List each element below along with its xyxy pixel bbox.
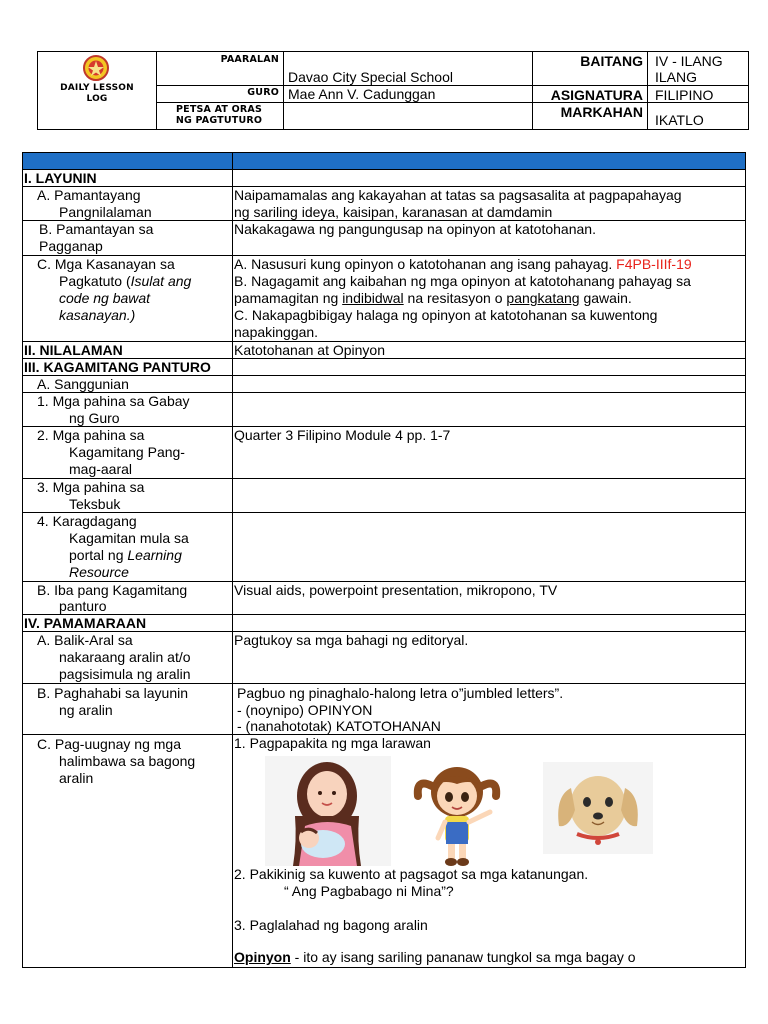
paguugnay-step3: 3. Paglalahad ng bagong aralin <box>234 917 428 933</box>
layunin-a-label-2: Pangnilalaman <box>59 204 152 220</box>
baitang-value-line1: IV - ILANG <box>655 53 723 69</box>
item2-label-3: mag-aaral <box>69 461 133 477</box>
asignatura-value: FILIPINO <box>655 87 714 103</box>
item2-label-2: Kagamitang Pang- <box>69 444 185 460</box>
layunin-c-value-a <box>234 256 692 273</box>
markahan-label: MARKAHAN <box>560 104 643 120</box>
guro-label: GURO <box>247 87 279 98</box>
pangkatang-word: pangkatang <box>506 290 580 306</box>
mother-and-baby-illustration <box>265 756 391 866</box>
balik-aral-label-2: nakaraang aralin at/o <box>59 649 191 665</box>
item2-value: Quarter 3 Filipino Module 4 pp. 1-7 <box>234 427 451 443</box>
item4-label-3b: Learning <box>127 547 182 563</box>
lesson-plan-table <box>22 152 746 968</box>
paguugnay-step1: 1. Pagpapakita ng mga larawan <box>234 735 431 751</box>
layunin-c-value-b2 <box>234 290 632 307</box>
paguugnay-label-2: halimbawa sa bagong <box>59 753 196 769</box>
layunin-c-label-1: C. Mga Kasanayan sa <box>37 256 175 272</box>
logo-cell <box>38 52 156 129</box>
layunin-c-value-c1: C. Nakapagbibigay halaga ng opinyon at katotohanan sa kuwentong <box>234 307 658 323</box>
paguugnay-label-3: aralin <box>59 770 94 786</box>
paghahabi-value-1: Pagbuo ng pinaghalo-halong letra o”jumbled letters”. <box>237 685 564 701</box>
layunin-b-value: Nakakagawa ng pangungusap na opinyon at katotohanan. <box>234 221 596 237</box>
balik-aral-value: Pagtukoy sa mga bahagi ng editoryal. <box>234 632 469 648</box>
paguugnay-label-1: C. Pag-uugnay ng mga <box>37 736 181 752</box>
opinyon-term: Opinyon <box>234 949 291 965</box>
layunin-b-label-2: Pagganap <box>39 238 103 254</box>
item4-label-4: Resource <box>69 564 129 580</box>
paguugnay-step2: 2. Pakikinig sa kuwento at pagsagot sa mga katanungan. <box>234 866 589 882</box>
layunin-a-value-2: ng sariling ideya, kaisipan, karanasan at damdamin <box>234 204 553 220</box>
school-seal-icon <box>83 55 109 81</box>
layunin-c-label-3: code ng bawat <box>59 290 151 306</box>
item1-label-2: ng Guro <box>69 410 120 426</box>
opinyon-definition <box>234 949 636 966</box>
opinyon-def-text: - ito ay isang sariling pananaw tungkol sa mga bagay o <box>290 949 636 965</box>
iba-pang-label-1: B. Iba pang Kagamitang <box>37 582 188 598</box>
paghahabi-value-3: - (nanahototak) KATOTOHANAN <box>237 718 441 734</box>
layunin-c-label-4: kasanayan.) <box>59 307 136 323</box>
layunin-c-label-2a: Pagkatuto ( <box>59 273 131 289</box>
item4-label-3 <box>69 547 182 564</box>
iba-pang-value: Visual aids, powerpoint presentation, mikropono, TV <box>234 582 558 598</box>
paaralan-label: PAARALAN <box>220 54 279 65</box>
indibidwal-word: indibidwal <box>342 290 404 306</box>
layunin-b-label-1: B. Pamantayan sa <box>39 221 154 237</box>
story-title: “ Ang Pagbabago ni Mina”? <box>284 883 454 899</box>
layunin-a-value-1: Naipamamalas ang kakayahan at tatas sa pagsasalita at pagpapahayag <box>234 187 682 203</box>
paaralan-value: Davao City Special School <box>288 69 453 85</box>
markahan-value: IKATLO <box>655 112 704 128</box>
guro-value: Mae Ann V. Cadunggan <box>288 86 436 102</box>
item4-label-2: Kagamitan mula sa <box>69 530 189 546</box>
petsa-label-line2: NG PAGTUTURO <box>175 115 263 126</box>
pamamaraan-heading: IV. PAMAMARAAN <box>24 615 147 631</box>
layunin-heading: I. LAYUNIN <box>24 170 97 186</box>
layunin-c-value-b1: B. Nagagamit ang kaibahan ng mga opinyon at katotohanang pahayag sa <box>234 273 691 289</box>
b2-mid: na resitasyon o <box>403 290 507 306</box>
item1-label-1: 1. Mga pahina sa Gabay <box>37 393 190 409</box>
sanggunian-label: A. Sanggunian <box>37 376 129 392</box>
layunin-c-value-c2: napakinggan. <box>234 324 319 340</box>
table-header-bar <box>22 152 746 169</box>
asignatura-label: ASIGNATURA <box>550 87 643 103</box>
petsa-label-line1: PETSA AT ORAS <box>175 104 263 115</box>
b2-pre: pamamagitan ng <box>234 290 343 306</box>
kagamitan-heading: III. KAGAMITANG PANTURO <box>24 359 211 375</box>
item2-label-1: 2. Mga pahina sa <box>37 427 145 443</box>
girl-pointing-illustration <box>412 760 502 868</box>
nilalaman-value: Katotohanan at Opinyon <box>234 342 386 358</box>
paghahabi-label-2: ng aralin <box>59 702 113 718</box>
layunin-c-value-a-text: A. Nasusuri kung opinyon o katotohanan ang isang pahayag. <box>234 256 613 272</box>
log-title-line2: LOG <box>86 94 108 104</box>
layunin-c-label-2b: Isulat ang <box>130 273 192 289</box>
balik-aral-label-3: pagsisimula ng aralin <box>59 666 191 682</box>
iba-pang-label-2: panturo <box>59 598 107 614</box>
lesson-header-table <box>37 51 749 130</box>
paghahabi-value-2: - (noynipo) OPINYON <box>237 702 373 718</box>
b2-post: gawain. <box>579 290 632 306</box>
item3-label-2: Teksbuk <box>69 496 121 512</box>
balik-aral-label-1: A. Balik-Aral sa <box>37 632 133 648</box>
competency-code: F4PB-IIIf-19 <box>616 256 692 272</box>
baitang-label: BAITANG <box>580 53 643 69</box>
item3-label-1: 3. Mga pahina sa <box>37 479 145 495</box>
baitang-value-line2: ILANG <box>655 69 698 85</box>
puppy-illustration <box>543 762 653 854</box>
item4-label-1: 4. Karagdagang <box>37 513 137 529</box>
paghahabi-label-1: B. Paghahabi sa layunin <box>37 685 188 701</box>
item4-label-3a: portal ng <box>69 547 128 563</box>
nilalaman-heading: II. NILALAMAN <box>24 342 123 358</box>
log-title-line1: DAILY LESSON <box>60 83 134 93</box>
layunin-a-label-1: A. Pamantayang <box>37 187 141 203</box>
layunin-c-label-2 <box>59 273 191 290</box>
